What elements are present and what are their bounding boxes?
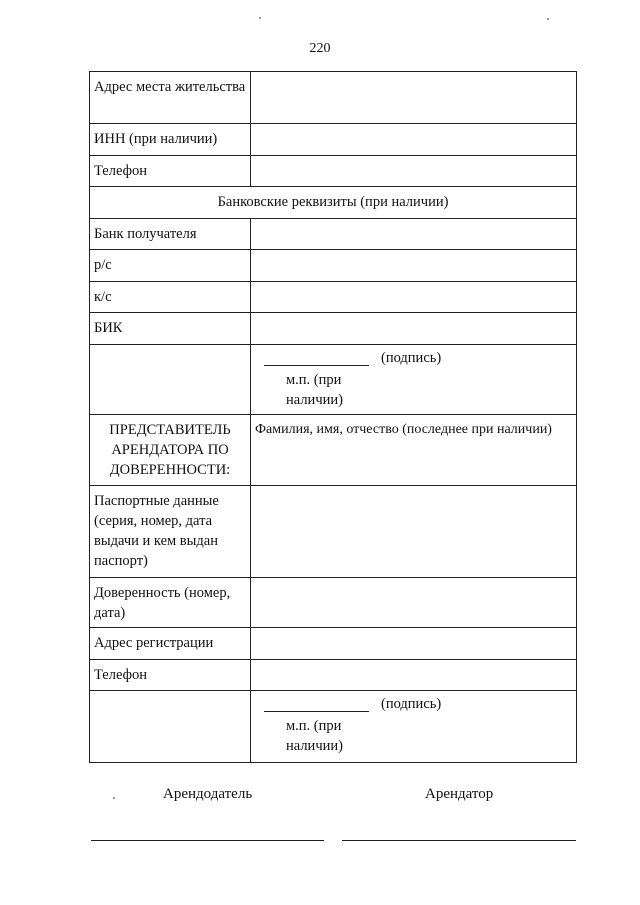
proxy-value (251, 578, 577, 628)
signature-block (255, 350, 572, 410)
proxy-label: Доверенность (номер, дата) (90, 578, 251, 628)
table-row (90, 660, 577, 691)
signature-line (264, 711, 369, 712)
tenant-signature-line (342, 840, 576, 841)
phone-value (251, 156, 577, 187)
bank-section-title: Банковские реквизиты (при наличии) (90, 187, 577, 219)
table-row (90, 578, 577, 628)
table-row (90, 345, 577, 415)
table-row (90, 124, 577, 156)
passport-label: Паспортные данные (серия, номер, дата выдачи и кем выдан паспорт) (90, 486, 251, 578)
signature-label-cell (90, 345, 251, 415)
bik-value (251, 313, 577, 345)
lessor-label: Арендодатель (163, 786, 253, 802)
stamp-note: м.п. (при наличии) (286, 718, 343, 754)
table-row (90, 72, 577, 124)
table-row (90, 691, 577, 763)
signature-line (264, 365, 369, 366)
address-label: Адрес места жительства (90, 72, 251, 124)
representative-label: ПРЕДСТАВИТЕЛЬ АРЕНДАТОРА ПО ДОВЕРЕННОСТИ: (90, 415, 251, 486)
rep-phone-value (251, 660, 577, 691)
phone-label: Телефон (90, 156, 251, 187)
bank-name-value (251, 219, 577, 250)
scan-speck (547, 18, 549, 20)
signature-caption: (подпись) (381, 696, 442, 712)
table-row (90, 415, 577, 486)
table-row (90, 156, 577, 187)
scan-speck (113, 797, 115, 799)
inn-label: ИНН (при наличии) (90, 124, 251, 156)
corr-account-value (251, 282, 577, 313)
table-row (90, 282, 577, 313)
lessor-signature-line (91, 840, 324, 841)
inn-value (251, 124, 577, 156)
signature-cell (251, 345, 577, 415)
rep-phone-label: Телефон (90, 660, 251, 691)
address-value (251, 72, 577, 124)
table-row (90, 486, 577, 578)
reg-address-value (251, 628, 577, 660)
stamp-note: м.п. (при наличии) (286, 372, 343, 408)
page-number: 220 (309, 41, 331, 56)
table-row (90, 628, 577, 660)
corr-account-label: к/с (90, 282, 251, 313)
account-label: р/с (90, 250, 251, 282)
signature-caption: (подпись) (381, 350, 442, 366)
requisites-table (89, 71, 577, 763)
passport-value (251, 486, 577, 578)
signature-label-cell (90, 691, 251, 763)
account-value (251, 250, 577, 282)
reg-address-label: Адрес регистрации (90, 628, 251, 660)
bank-name-label: Банк получателя (90, 219, 251, 250)
tenant-label: Арендатор (425, 786, 494, 802)
table-row (90, 219, 577, 250)
signature-block (255, 696, 572, 756)
representative-value: Фамилия, имя, отчество (последнее при наличии) (251, 415, 577, 486)
table-row (90, 187, 577, 219)
bik-label: БИК (90, 313, 251, 345)
table-row (90, 250, 577, 282)
signature-cell (251, 691, 577, 763)
scan-speck (259, 17, 261, 19)
table-row (90, 313, 577, 345)
